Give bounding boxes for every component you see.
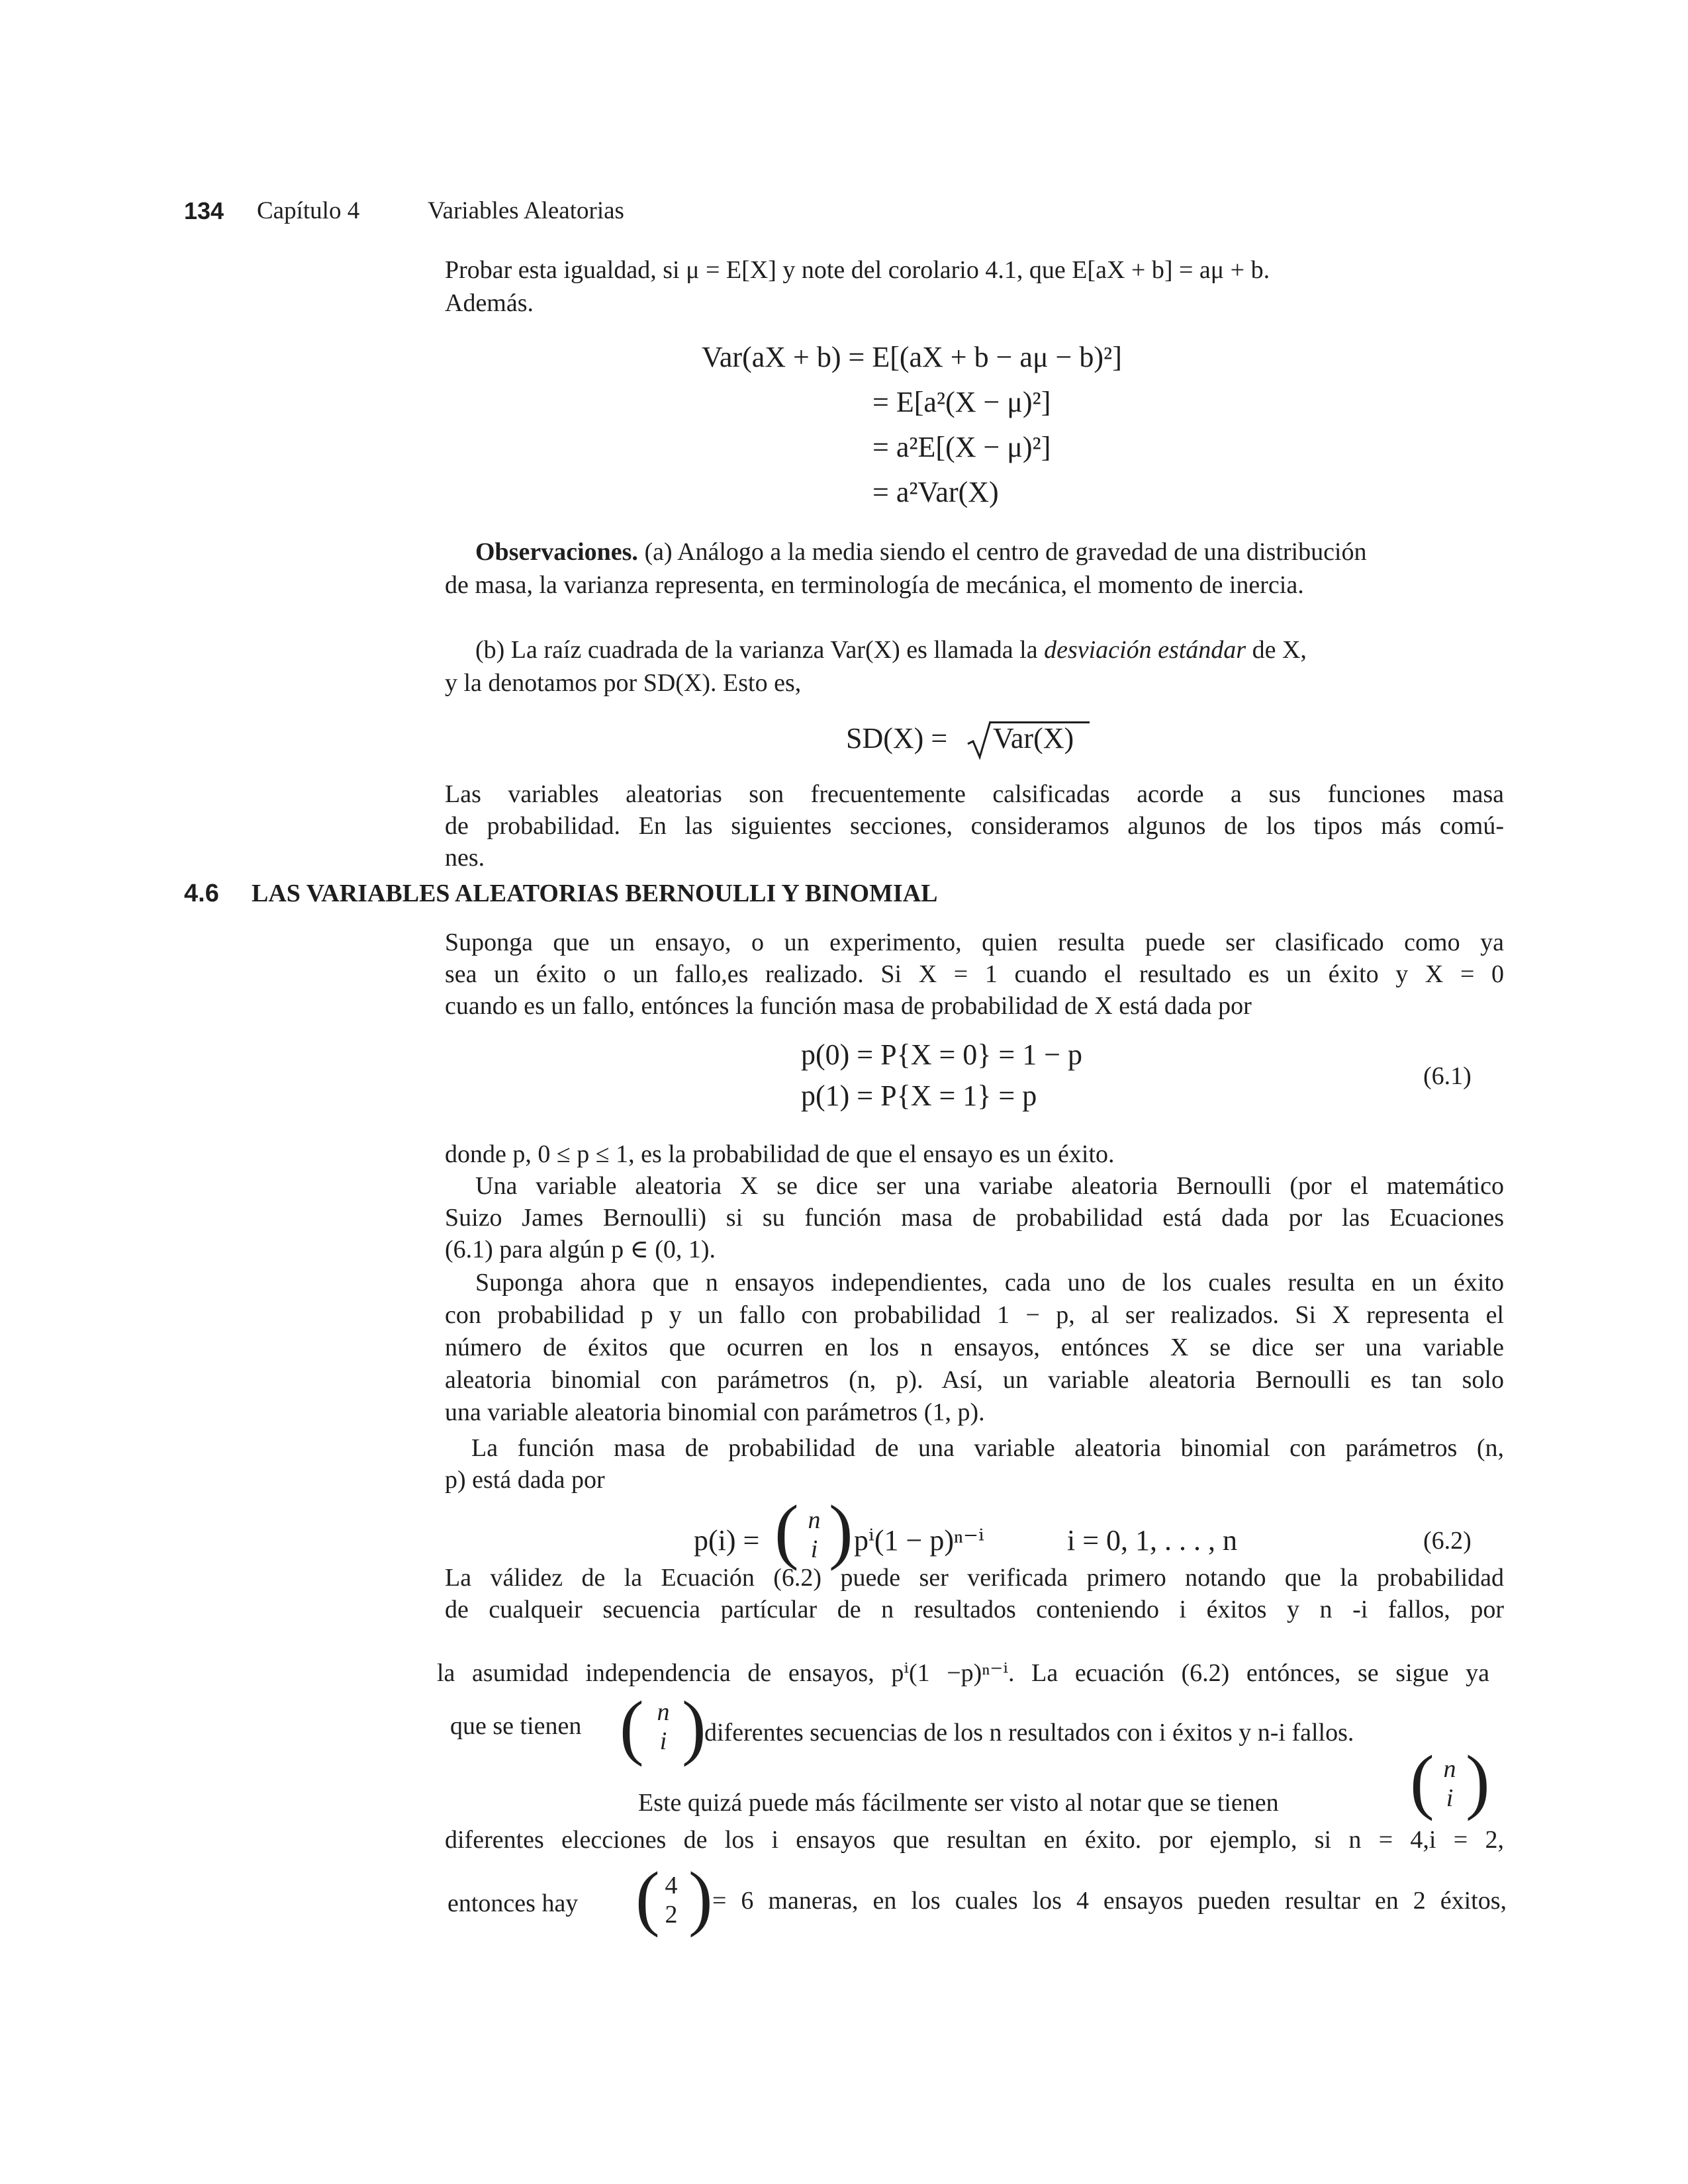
variance-eq-line-3: = a²E[(X − μ)²] <box>872 431 1051 463</box>
section-title: LAS VARIABLES ALEATORIAS BERNOULLI Y BINOMIAL <box>252 880 938 907</box>
chapter-title: Variables Aleatorias <box>428 197 624 224</box>
p6-binom-left-paren: ( <box>635 1857 660 1938</box>
binomial-p1-line-5: una variable aleatoria binomial con parámetros (1, p). <box>445 1398 985 1426</box>
bernoulli-p3-line-1: Una variable aleatoria X se dice ser una variabe aleatoria Bernoulli (por el matemático <box>475 1172 1504 1200</box>
binomial-p4-line-2-post: diferentes secuencias de los n resultados con i éxitos y n-i fallos. <box>704 1719 1354 1747</box>
bernoulli-p3-line-3: (6.1) para algún p ∈ (0, 1). <box>445 1236 716 1263</box>
eq-6-2-lhs: p(i) = <box>694 1524 760 1557</box>
p6-binom-right-paren: ) <box>688 1857 713 1938</box>
page-number: 134 <box>184 197 224 224</box>
p6-binom-top: 4 <box>665 1872 678 1899</box>
eq-6-1-label: (6.1) <box>1423 1062 1472 1090</box>
intro-line-2: Además. <box>445 289 534 317</box>
binomial-p1-line-1: Suponga ahora que n ensayos independientes, cada uno de los cuales resulta en un éxito <box>475 1269 1504 1297</box>
observation-b-line-2: y la denotamos por SD(X). Esto es, <box>445 669 802 697</box>
chapter-label: Capítulo 4 <box>257 197 360 224</box>
eq-6-1-line-2: p(1) = P{X = 1} = p <box>801 1079 1037 1112</box>
bernoulli-paragraph-3 <box>445 1170 1504 1265</box>
binomial-paragraph-1 <box>445 1267 1504 1429</box>
binomial-paragraph-5 <box>445 1824 1504 1856</box>
bernoulli-p3-line-2: Suizo James Bernoulli) si su función masa de probabilidad está dada por las Ecuaciones <box>445 1204 1504 1232</box>
binomial-p4-line-2-pre: que se tienen <box>450 1712 582 1740</box>
binomial-p3-line-1: La válidez de la Ecuación (6.2) puede ser verificada primero notando que la probabilidad <box>445 1564 1504 1592</box>
bernoulli-p1-line-1: Suponga que un ensayo, o un experimento, quien resulta puede ser clasificado como ya <box>445 929 1504 956</box>
observation-b-text: (b) La raíz cuadrada de la varianza Var(X) es llamada la <box>475 636 1038 664</box>
square-root-sign <box>966 720 993 760</box>
binomial-p1-line-4: aleatoria binomial con parámetros (n, p). Así, un variable aleatoria Bernoulli es tan solo <box>445 1366 1504 1394</box>
eq-6-2-binom-top: n <box>808 1506 821 1534</box>
binomial-p4-line-1: la asumidad independencia de ensayos, pⁱ(1 −p)ⁿ⁻ⁱ. La ecuación (6.2) entónces, se sigue ya <box>437 1659 1489 1687</box>
eq-6-2-binom-bottom: i <box>810 1535 818 1563</box>
variance-eq-line-4: = a²Var(X) <box>872 476 999 508</box>
eq-6-2-label: (6.2) <box>1423 1527 1472 1555</box>
p5-binom-bottom: i <box>1446 1784 1454 1812</box>
binomial-p6-pre: entonces hay <box>447 1889 579 1917</box>
eq-6-2-right-paren: ) <box>829 1490 853 1571</box>
observations-heading: Observaciones. <box>475 538 638 566</box>
p6-binom-bottom: 2 <box>665 1901 678 1929</box>
observation-a-text: (a) Análogo a la media siendo el centro de gravedad de una distribución <box>644 538 1367 566</box>
eq-6-1-line-1: p(0) = P{X = 0} = 1 − p <box>801 1038 1083 1071</box>
binomial-p1-line-3: número de éxitos que ocurren en los n ensayos, entónces X se dice ser una variable <box>445 1334 1504 1361</box>
observation-a-line-2: de masa, la varianza representa, en terminología de mecánica, el momento de inercia. <box>445 571 1304 599</box>
variance-eq-line-2: = E[a²(X − μ)²] <box>872 386 1051 418</box>
p4-binom-top: n <box>657 1698 670 1726</box>
p5-binom-top: n <box>1443 1755 1456 1783</box>
bernoulli-p1-line-3: cuando es un fallo, entónces la función masa de probabilidad de X está dada por <box>445 992 1252 1020</box>
binomial-p5-line-1: Este quizá puede más fácilmente ser visto al notar que se tienen <box>638 1789 1279 1817</box>
classification-line-2: de probabilidad. En las siguientes secciones, consideramos algunos de los tipos más comú- <box>445 812 1504 840</box>
binomial-p2-line-2: p) está dada por <box>445 1466 605 1494</box>
observation-b-tail: de X, <box>1252 636 1307 664</box>
observation-b-line-1 <box>475 634 1307 666</box>
binomial-p3-line-2: de cualqueir secuencia partícular de n resultados conteniendo i éxitos y n -i fallos, por <box>445 1596 1504 1623</box>
bernoulli-p1-line-2: sea un éxito o un fallo,es realizado. Si X = 1 cuando el resultado es un éxito y X = 0 <box>445 960 1504 988</box>
eq-6-2-range: i = 0, 1, . . . , n <box>1067 1524 1238 1557</box>
binomial-paragraph-3 <box>445 1562 1504 1625</box>
binomial-p6-post: = 6 maneras, en los cuales los 4 ensayos pueden resultar en 2 éxitos, <box>712 1887 1507 1915</box>
sd-formula-lhs: SD(X) = <box>846 722 948 754</box>
observation-a-line-1 <box>475 536 1367 568</box>
section-number: 4.6 <box>184 880 219 907</box>
bernoulli-paragraph-2: donde p, 0 ≤ p ≤ 1, es la probabilidad de que el ensayo es un éxito. <box>445 1140 1115 1168</box>
p4-binom-right-paren: ) <box>682 1686 706 1767</box>
p4-binom-left-paren: ( <box>620 1686 644 1767</box>
binomial-p1-line-2: con probabilidad p y un fallo con probabilidad 1 − p, al ser realizados. Si X representa el <box>445 1301 1504 1329</box>
p4-binom-bottom: i <box>659 1727 667 1755</box>
classification-paragraph <box>445 778 1504 874</box>
binomial-p2-line-1: La función masa de probabilidad de una variable aleatoria binomial con parámetros (n, <box>471 1434 1504 1462</box>
classification-line-1: Las variables aleatorias son frecuentemente calsificadas acorde a sus funciones masa <box>445 780 1504 808</box>
intro-line-1: Probar esta igualdad, si μ = E[X] y note del corolario 4.1, que E[aX + b] = aμ + b. <box>445 256 1270 284</box>
sd-formula-radicand: Var(X) <box>993 722 1074 754</box>
bernoulli-paragraph-1 <box>445 927 1504 1022</box>
observation-b-emphasis: desviación estándar <box>1044 636 1246 664</box>
binomial-p5-line-2: diferentes elecciones de los i ensayos que resultan en éxito. por ejemplo, si n = 4,i = 2, <box>445 1826 1504 1854</box>
eq-6-2-rhs: pⁱ(1 − p)ⁿ⁻ⁱ <box>854 1524 984 1557</box>
binomial-paragraph-2 <box>445 1432 1504 1496</box>
binomial-paragraph-4 <box>437 1657 1489 1689</box>
p5-binom-right-paren: ) <box>1466 1741 1490 1821</box>
classification-line-3: nes. <box>445 844 485 872</box>
p5-binom-left-paren: ( <box>1410 1741 1434 1821</box>
eq-6-2-left-paren: ( <box>774 1490 799 1571</box>
variance-eq-line-1: Var(aX + b) = E[(aX + b − aμ − b)²] <box>702 341 1122 373</box>
